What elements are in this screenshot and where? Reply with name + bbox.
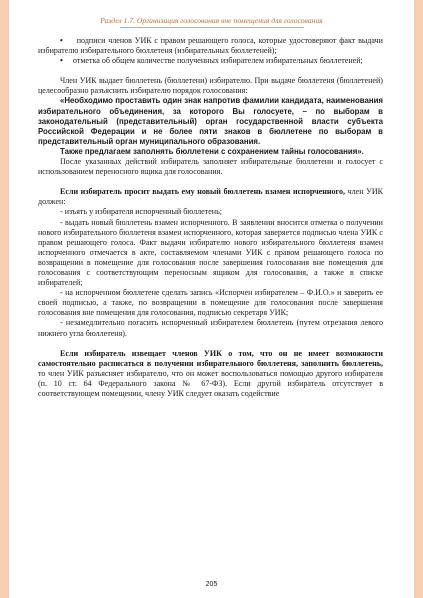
bullet-glyph: • (60, 56, 63, 66)
quote-paragraph: Также предлагаем заполнять бюллетени с сохранением тайны голосования». (60, 146, 364, 156)
list-item: - изъять у избирателя испорченный бюллетень; (60, 207, 223, 217)
running-header: Раздел 1.7. Организация голосования вне помещения для голосования (100, 16, 323, 25)
list-item: - на испорченном бюллетене сделать запись «Испорчен избирателем – Ф.И.О.» и заверить ее своей подписью, а также, по возвращении в помещение для голосования после завершения голосования вне помещения для голосования, подписью секретаря УИК; (38, 288, 383, 318)
paragraph-text: то член УИК разъясняет избирателю, что он может воспользоваться помощью другого избирателя (п. 10 ст. 64 Федерального закона № 67-ФЗ). Если другой избиратель отсутствует в соответствующем помещении, члену УИК следует оказать содействие (38, 368, 383, 398)
bold-lead: Если избиратель извещает членов УИК о том, что он не имеет возможности самостоятельно расписаться в получении избирательного бюллетеня, заполнить бюллетень, (38, 348, 383, 368)
bold-lead: Если избиратель просит выдать ему новый бюллетень взамен испорченного, (60, 187, 346, 197)
header-rule (120, 27, 304, 28)
paragraph: Член УИК выдает бюллетень (бюллетени) избирателю. При выдаче бюллетеня (бюллетеней) целесообразно разъяснить избирателю порядок голосования: (38, 76, 383, 96)
page-number: 205 (205, 581, 218, 588)
list-item: - незамедлительно погасить испорченный избирателем бюллетень (путем отрезания левого нижнего угла бюллетеня). (38, 318, 383, 338)
paragraph-text: член УИК должен: (38, 187, 383, 207)
bullet-item (38, 56, 383, 66)
list-item: - выдать новый бюллетень взамен испорченного. В заявлении вносится отметка о получении нового избирательного бюллетеня взамен испорченного, которая заверяется подписью члена УИК с правом решающего голоса. Факт выдачи избирателю нового избирательного бюллетеня взамен испорченного отмечается в акте, составляемом членами УИК с правом решающего голоса по возвращении в помещение для голосования после завершения голосования вне помещения для голосования с соответствующим переносным ящиком для голосования, а также в списке избирателей; (38, 217, 383, 288)
page-body (38, 36, 383, 399)
paragraph (38, 187, 383, 207)
right-margin-stripe (414, 0, 423, 598)
bullet-glyph: • (60, 36, 63, 45)
paragraph (38, 349, 383, 399)
bullet-item (38, 36, 383, 56)
left-margin-stripe (0, 0, 9, 598)
quote-paragraph: «Необходимо проставить один знак напротив фамилии кандидата, наименования избирательного объединения, за которого Вы голосуете, – по выборам в законодательный (представительный) орган государственной власти субъекта Российской Федерации и не более пяти знаков в бюллетене по выборам в представительный орган муниципального образования. (38, 96, 383, 146)
bullet-text: подписи членов УИК с правом решающего голоса, которые удостоверяют факт выдачи избирателю избирательного бюллетеня (избирательных бюллетеней); (38, 36, 383, 56)
bullet-text: отметка об общем количестве полученных избирателем избирательных бюллетеней; (72, 56, 363, 66)
paragraph: После указанных действий избиратель заполняет избирательные бюллетени и голосует с использованием переносного ящика для голосования. (38, 157, 383, 177)
